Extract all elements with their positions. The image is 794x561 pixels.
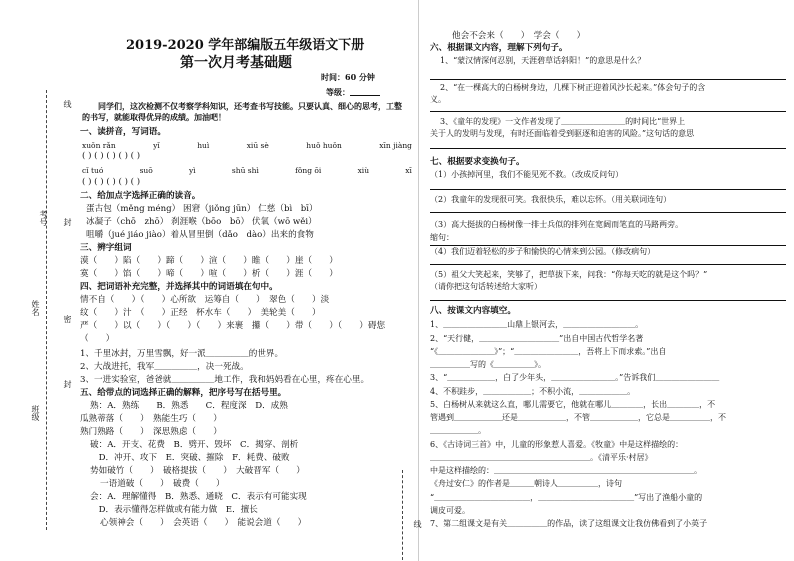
answer-line[interactable]: [430, 212, 786, 213]
exam-number-label: 考号: [39, 210, 48, 226]
page-title: 2019-2020 学年部编版五年级语文下册: [126, 38, 365, 53]
pinyin-row-2: [82, 166, 412, 175]
grade-label: 等级：: [326, 86, 380, 96]
section-4-item: 2、大战进托，我军＿＿＿＿＿，决一死战。: [80, 362, 249, 372]
name-label: 姓名: [31, 300, 40, 316]
answer-line[interactable]: [430, 148, 786, 149]
section-4-line: （ ）: [80, 334, 115, 344]
section-8-question: ＿＿＿＿＿＿＿＿＿＿＿＿＿＿＿＿＿＿＿＿。《清平乐·村居》: [430, 453, 653, 462]
section-8-question: 中是这样描绘的：＿＿＿＿＿＿＿＿＿＿＿＿＿＿＿＿＿＿＿＿＿＿＿＿＿。: [430, 466, 702, 475]
answer-line[interactable]: [430, 79, 786, 80]
section-8-question: 7、第二组课文是有关＿＿＿＿＿的作品，读了这组课文让我仿佛看到了小英子: [430, 519, 708, 528]
section-6-question: 关于人的发明与发现，有时还面临着受到驱逐和迫害的风险。”这句话的意思: [430, 129, 695, 138]
intro-text: 同学们，这次检测不仅考察学科知识，还考查书写技能。只要认真、细心的思考，工整的书写，就能取得优异的成绩。加油吧！: [82, 101, 402, 122]
section-2-line: 冰凝子（chō zhō） 刹涯喉（bōo bō） 伏氧（wō wěi）: [86, 217, 317, 227]
time-label: 时间：60 分钟: [321, 72, 375, 82]
pinyin: xiù: [357, 166, 370, 175]
section-8-question: 《舟过安仁》的作者是＿＿＿朝诗人＿＿＿＿＿，诗句: [430, 479, 622, 488]
section-7-question: （3）高大挺拔的白杨树像一排士兵似的排列在宽阔而笔直的马路两旁。: [430, 220, 684, 229]
answer-line[interactable]: [430, 111, 786, 112]
section-2-line: 蛋古包（měng méng） 困窘（jiǒng jūn） 仁慈（bì bī）: [86, 204, 318, 214]
pinyin: xiū sè: [246, 141, 269, 150]
pinyin: yì: [189, 166, 196, 175]
section-8-question: 调皮可爱。: [430, 506, 470, 515]
section-7-title: 七、根据要求变换句子。: [430, 157, 525, 167]
section-5-line: 熟：A．熟练 B．熟悉 C．程度深 D．成熟: [90, 401, 288, 411]
section-5-line: 一语道破（ ） 破费（ ）: [100, 479, 225, 489]
section-8-question: ＿＿＿＿＿写的《＿＿＿＿＿》。: [430, 360, 546, 369]
section-6-question: 义。: [430, 95, 446, 104]
section-2-line: 咀嚼（jué jiáo jiào）着从冒里倒（dǎo dào）出来的食物: [86, 230, 314, 240]
section-3-title: 三、辨字组词: [80, 243, 132, 253]
section-8-question: “＿＿＿＿＿＿＿＿＿＿＿＿，＿＿＿＿＿＿＿＿＿＿＿＿”写出了渔船小童的: [430, 493, 703, 502]
answer-line[interactable]: [430, 189, 786, 190]
binding-mark: 线: [63, 100, 72, 108]
section-8-question: 4、不积跬步，＿＿＿＿＿＿；不积小流，＿＿＿＿＿＿。: [430, 387, 636, 396]
answer-line[interactable]: [430, 264, 786, 265]
section-5-line: 心领神会（ ） 会英语（ ） 能说会道（ ）: [100, 518, 307, 528]
section-4-line: 情不自（ ）（ ）心所欲 运筹自（ ） 翠色（ ）淡: [80, 295, 330, 305]
section-8-question: 5、白杨树从来就这么直，哪儿需要它，他就在哪儿＿＿＿＿，长出＿＿＿＿，不: [430, 400, 716, 409]
pinyin: xuǒn rǎn: [82, 141, 116, 150]
section-5-line: 熟门熟路（ ） 深思熟虑（ ）: [80, 427, 222, 437]
section-7-question: （5）祖父大笑起来，笑够了，把草拔下来，问我：“你每天吃的就是这个吗？”: [430, 270, 708, 279]
section-4-line: 纹（ ）汁 （ ）正经 杯水车（ ） 美轮美（ ）: [80, 308, 321, 318]
answer-line[interactable]: [430, 245, 786, 246]
binding-mark: 线: [413, 520, 422, 528]
section-2-title: 二、给加点字选择正确的读音。: [80, 191, 201, 201]
section-8-question: 6、《古诗词三首》中，儿童的形象惹人喜爱。《牧童》中是这样描绘的：: [430, 440, 684, 449]
pinyin: suō: [139, 166, 153, 175]
section-7-question: （1）小孩掉河里，我们不能见死不救。（改成反问句）: [430, 170, 624, 179]
section-6-question: 1、“蒙汉情深何忍别，天涯碧草话斜阳！”的意思是什么？: [440, 56, 646, 65]
binding-line-right: [402, 470, 403, 560]
page-divider: [418, 0, 419, 561]
section-3-line: 寞（ ）馅（ ）啼（ ）喧（ ）析（ ）涯（ ）: [80, 269, 338, 279]
pinyin: xīn jiàng: [379, 141, 412, 150]
binding-line-left: [46, 90, 47, 530]
answer-line[interactable]: [430, 300, 786, 301]
section-4-line: 严（ ）以（ ）（ ）（ ）来裹 攥（ ）带（ ）（ ）碍您: [80, 321, 386, 331]
pinyin: cǐ tuó: [82, 166, 104, 175]
section-6-question: 2、“在一棵高大的白杨树身边，几棵下树正迎着风沙长起来。”体会句子的含: [440, 83, 706, 92]
answer-blanks-row-2[interactable]: ( ) ( ) ( ) ( ) ( ): [82, 177, 141, 187]
section-8-question: “《＿＿＿＿＿＿＿》”；“＿＿＿＿＿＿＿＿，吾将上下而求索。”出自: [430, 347, 667, 356]
pinyin: yǐ: [153, 141, 160, 150]
section-1-title: 一、读拼音，写词语。: [80, 127, 166, 137]
binding-mark: 密: [63, 315, 72, 323]
pinyin: huì: [197, 141, 210, 150]
section-7-question: 缩句：: [430, 233, 454, 242]
class-label: 班级: [31, 405, 40, 421]
binding-mark: 封: [63, 380, 72, 388]
section-8-question: ＿＿＿＿＿＿。: [430, 426, 486, 435]
carryover-line: 他会不会来（ ） 学会（ ）: [452, 31, 586, 41]
section-8-title: 八、按课文内容填空。: [430, 306, 516, 316]
pinyin: huǒ huǒn: [306, 141, 342, 150]
section-5-line: 势如破竹（ ） 破格提拔（ ） 大破晋军（ ）: [90, 466, 305, 476]
section-6-question: 3、《童年的发现》一文作者发现了＿＿＿＿＿＿＿＿的时间比“世界上: [440, 117, 686, 126]
section-5-line: D．冲开、攻下 E．突破、摧除 F．耗费、破败: [90, 453, 290, 463]
section-7-question: （2）我童年的发现很可笑。我很快乐，难以忘怀。（用关联词连句）: [430, 195, 672, 204]
section-4-title: 四、把词语补充完整，并选择其中的词语填在句中。: [80, 282, 278, 292]
section-5-line: 瓜熟蒂落（ ） 熟能生巧（ ）: [80, 414, 222, 424]
section-8-question: 管遇到＿＿＿＿＿＿还是＿＿＿＿＿＿，不管＿＿＿＿＿＿，它总是＿＿＿＿＿，不: [430, 413, 726, 422]
section-5-line: D．表示懂得怎样做或有能力做 E．擅长: [90, 505, 258, 515]
section-5-line: 会：A．理解懂得 B．熟悉、通晓 C．表示有可能实现: [90, 492, 307, 502]
section-3-line: 漠（ ）陷（ ）蹄（ ）渲（ ）睢（ ）崖（ ）: [80, 256, 338, 266]
section-7-question: （4）我们迈着轻松的步子和愉快的心情来到公园。（修改病句）: [430, 247, 656, 256]
section-8-question: 2、“天行健，＿＿＿＿＿＿＿＿＿＿”出自中国古代哲学名著: [430, 334, 644, 343]
section-5-line: 破：A．开支、花费 B．劈开、毁坏 C．揭穿、剖析: [90, 440, 299, 450]
pinyin: xī: [405, 166, 412, 175]
section-8-question: 3、“＿＿＿＿＿＿，白了少年头，＿＿＿＿＿＿＿＿。”告诉我们＿＿＿＿＿＿＿＿: [430, 373, 720, 382]
pinyin: fǒng ōi: [295, 166, 322, 175]
pinyin: shū shì: [231, 166, 259, 175]
section-4-item: 3、一进实验室，爸爸就＿＿＿＿＿地工作，我和妈妈看在心里，疼在心里。: [80, 375, 370, 385]
section-5-title: 五、给带点的词选择正确的解释，把序号写在括号里。: [80, 388, 287, 398]
section-4-item: 1、千里冰封，万里雪飘，好一派＿＿＿＿＿的世界。: [80, 349, 284, 359]
section-7-question: （请你把这句话转述给大家听）: [430, 282, 542, 291]
answer-blanks-row-1[interactable]: ( ) ( ) ( ) ( ) ( ): [82, 151, 141, 161]
page-subtitle: 第一次月考基础题: [180, 55, 292, 71]
pinyin-row-1: [82, 141, 412, 150]
section-8-question: 1、＿＿＿＿＿＿＿＿山鼎上银河去，＿＿＿＿＿＿＿＿＿。: [430, 320, 644, 329]
section-6-title: 六、根据课文内容，理解下列句子。: [430, 43, 568, 53]
binding-mark: 封: [63, 218, 72, 226]
